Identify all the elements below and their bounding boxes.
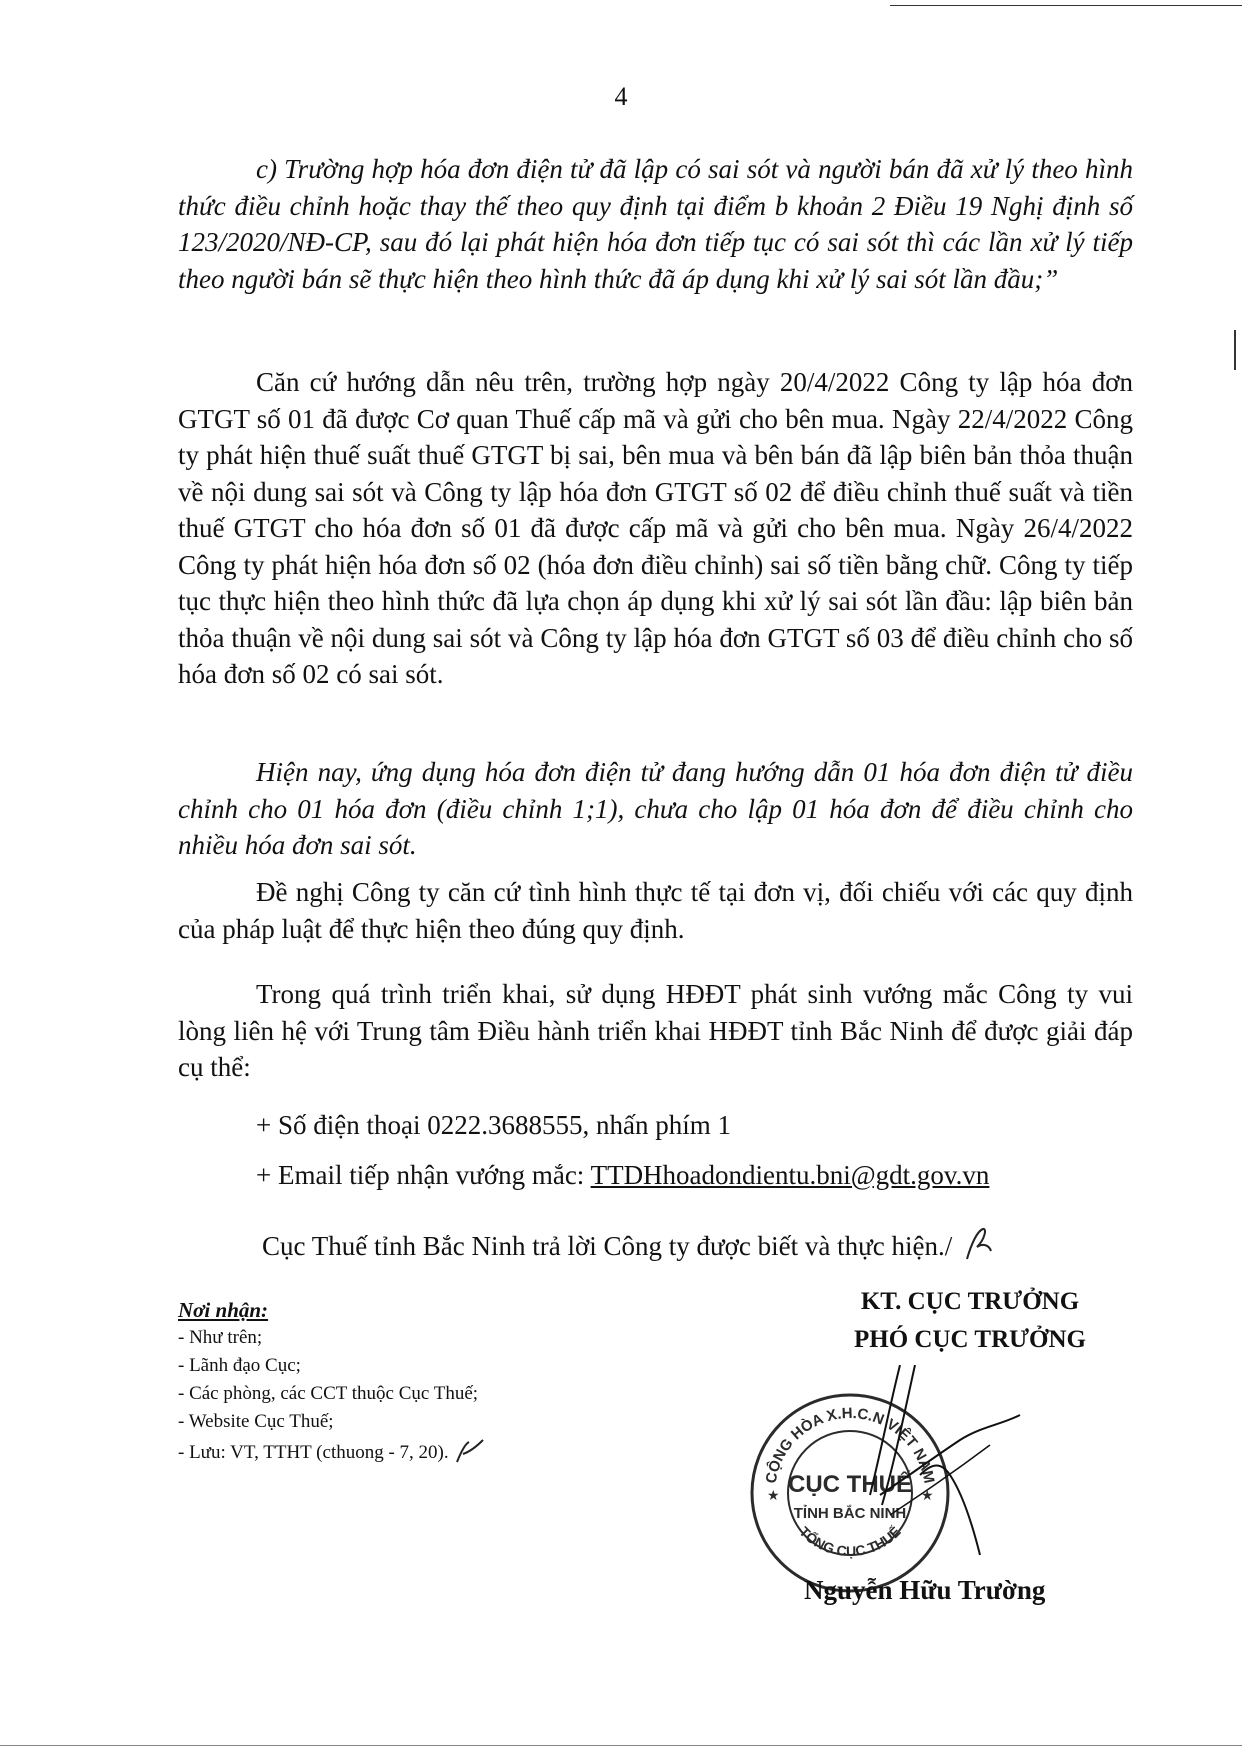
paragraph-contact-intro: Trong quá trình triển khai, sử dụng HĐĐT phát sinh vướng mắc Công ty vui lòng liên hệ với Trung tâm Điều hành triển khai HĐĐT tỉnh Bắc Ninh để được giải đáp cụ thể: xyxy=(178,979,1133,1082)
recipient-item: - Như trên; xyxy=(178,1327,263,1348)
svg-text:★: ★ xyxy=(921,1489,934,1504)
signer-name: Nguyễn Hữu Trường xyxy=(804,1575,1046,1605)
recipients-block xyxy=(178,1296,487,1467)
quoted-paragraph: c) Trường hợp hóa đơn điện tử đã lập có sai sót và người bán đã xử lý theo hình thức điều chỉnh hoặc thay thế theo quy định tại điểm b khoản 2 Điều 19 Nghị định số 123/2020/NĐ-CP, sau đó lại phát hiện hóa đơn tiếp tục có sai sót thì các lần xử lý tiếp theo người bán sẽ thực hiện theo hình thức đã áp dụng khi xử lý sai sót lần đầu;” xyxy=(178,154,1133,294)
right-edge-mark xyxy=(1234,330,1236,370)
bottom-edge-line xyxy=(0,1745,1242,1746)
initial-mark-icon xyxy=(453,1436,487,1466)
svg-text:CỘNG HÒA X.H.C.N VIỆT NAM: CỘNG HÒA X.H.C.N VIỆT NAM xyxy=(762,1404,938,1485)
svg-text:★: ★ xyxy=(767,1489,780,1504)
svg-text:TỈNH BẮC NINH: TỈNH BẮC NINH xyxy=(793,1505,907,1522)
svg-text:TỔNG CỤC THUẾ: TỔNG CỤC THUẾ xyxy=(796,1523,904,1560)
contact-email-link[interactable]: TTDHhoadondientu.bni@gdt.gov.vn xyxy=(590,1160,990,1190)
paragraph-current-application: Hiện nay, ứng dụng hóa đơn điện tử đang hướng dẫn 01 hóa đơn điện tử điều chỉnh cho 01 hóa đơn (điều chỉnh 1;1), chưa cho lập 01 hóa đơn để điều chỉnh cho nhiều hóa đơn sai sót. xyxy=(178,757,1133,860)
contact-phone: + Số điện thoại 0222.3688555, nhấn phím 1 xyxy=(256,1110,731,1140)
recipient-item: - Các phòng, các CCT thuộc Cục Thuế; xyxy=(178,1383,479,1404)
closing-text: Cục Thuế tỉnh Bắc Ninh trả lời Công ty được biết và thực hiện./ xyxy=(262,1231,953,1261)
paragraph-case-description: Căn cứ hướng dẫn nêu trên, trường hợp ngày 20/4/2022 Công ty lập hóa đơn GTGT số 01 đã được Cơ quan Thuế cấp mã và gửi cho bên mua. Ngày 22/4/2022 Công ty phát hiện thuế suất thuế GTGT bị sai, bên mua và bên bán đã lập biên bản thỏa thuận về nội dung sai sót và Công ty lập hóa đơn GTGT số 02 để điều chỉnh thuế suất và tiền thuế GTGT cho hóa đơn số 01 đã được cấp mã và gửi cho bên mua. Ngày 26/4/2022 Công ty phát hiện hóa đơn số 02 (hóa đơn điều chỉnh) sai số tiền bằng chữ. Công ty tiếp tục thực hiện theo hình thức đã lựa chọn áp dụng khi xử lý sai sót lần đầu: lập biên bản thỏa thuận về nội dung sai sót và Công ty lập hóa đơn GTGT số 03 để điều chỉnh cho số hóa đơn số 02 có sai sót. xyxy=(178,367,1133,689)
contact-email-line xyxy=(256,1160,989,1191)
signatory-title-line2: PHÓ CỤC TRƯỞNG xyxy=(854,1326,1086,1353)
recipient-item: - Lưu: VT, TTHT (cthuong - 7, 20). xyxy=(178,1436,487,1467)
signatory-title-line1: KT. CỤC TRƯỞNG xyxy=(860,1288,1080,1315)
svg-text:CỤC THUẾ: CỤC THUẾ xyxy=(788,1471,912,1498)
initial-mark-icon xyxy=(959,1225,995,1265)
page-number: 4 xyxy=(614,82,628,111)
contact-email-label: + Email tiếp nhận vướng mắc: xyxy=(256,1160,591,1190)
recipient-item: - Lãnh đạo Cục; xyxy=(178,1355,301,1376)
recipients-heading: Nơi nhận: xyxy=(178,1298,269,1322)
signatory-title xyxy=(770,1283,1170,1359)
handwritten-signature xyxy=(860,1365,1190,1595)
top-edge-line xyxy=(890,5,1242,6)
recipient-item: - Website Cục Thuế; xyxy=(178,1411,334,1432)
closing-sentence xyxy=(262,1225,995,1265)
paragraph-recommendation: Đề nghị Công ty căn cứ tình hình thực tế tại đơn vị, đối chiếu với các quy định của pháp luật để thực hiện theo đúng quy định. xyxy=(178,877,1133,944)
